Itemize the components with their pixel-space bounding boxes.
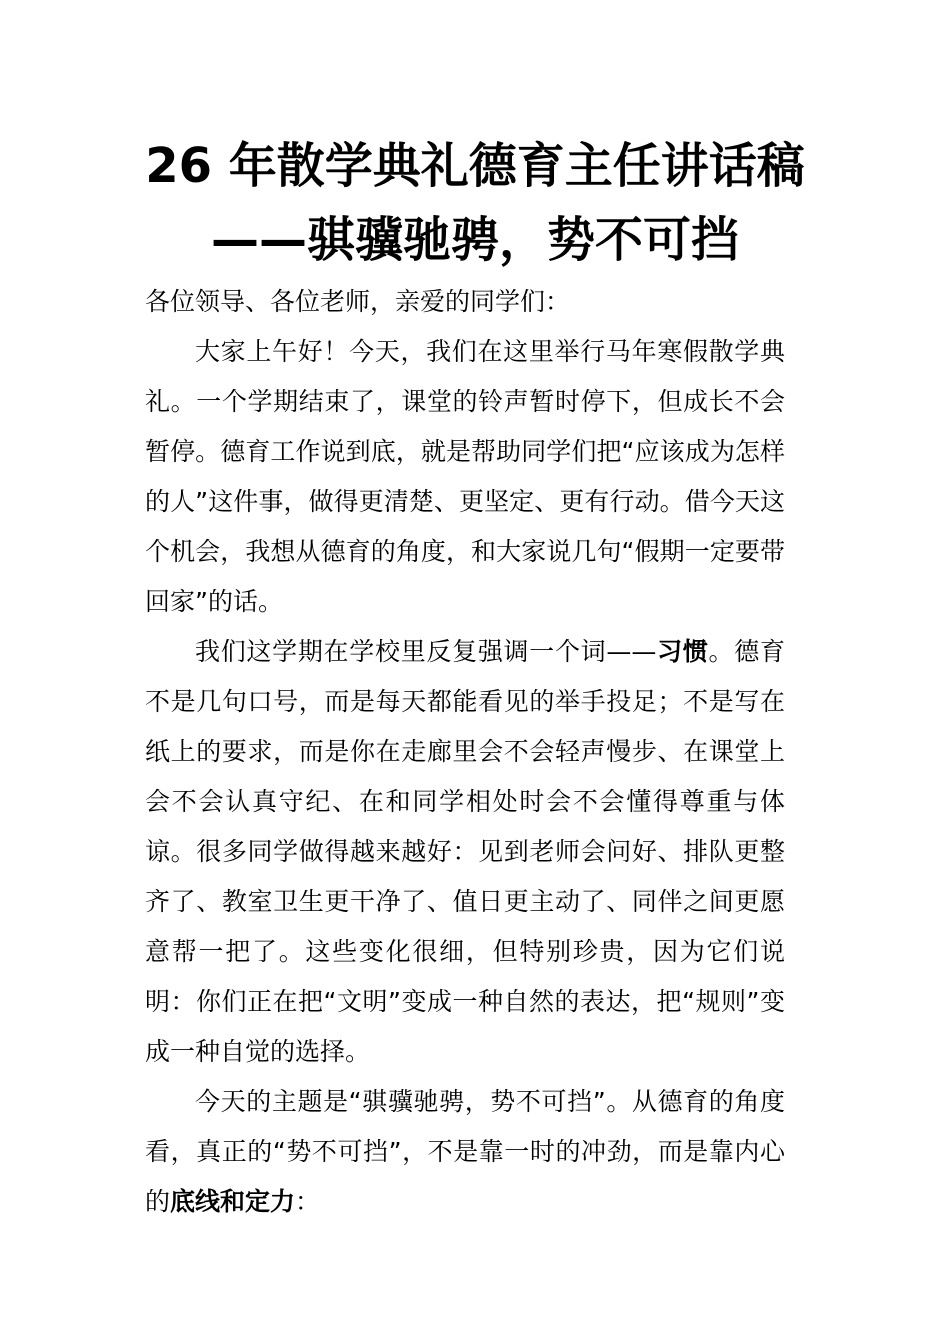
paragraph-3	[145, 1077, 785, 1227]
title-subtitle: ——骐骥驰骋，势不可挡	[210, 212, 739, 268]
paragraph-2-text-b: 。德育不是几句口号，而是每天都能看见的举手投足；不是写在纸上的要求，而是你在走廊里会不会轻声慢步、在课堂上会不会认真守纪、在和同学相处时会不会懂得尊重与体谅。很多同学做得越来越好：见到老师会问好、排队更整齐了、教室卫生更干净了、值日更主动了、同伴之间更愿意帮一把了。这些变化很细，但特别珍贵，因为它们说明：你们正在把“文明”变成一种自然的表达，把“规则”变成一种自觉的选择。	[145, 637, 785, 1066]
document-title	[0, 132, 950, 274]
salutation: 各位领导、各位老师，亲爱的同学们：	[145, 287, 571, 316]
paragraph-2-bold-habit: 习惯	[656, 637, 709, 666]
title-main: 26 年散学典礼德育主任讲话稿	[145, 138, 805, 194]
paragraph-1: 大家上午好！今天，我们在这里举行马年寒假散学典礼。一个学期结束了，课堂的铃声暂时停下，但成长不会暂停。德育工作说到底，就是帮助同学们把“应该成为怎样的人”这件事，做得更清楚、更坚定、更有行动。借今天这个机会，我想从德育的角度，和大家说几句“假期一定要带回家”的话。	[145, 337, 785, 616]
paragraph-2-text-a: 我们这学期在学校里反复强调一个词——	[195, 637, 657, 666]
document-body	[145, 277, 785, 1227]
paragraph-3-bold-bottomline: 底线和定力	[170, 1187, 296, 1216]
paragraph-3-text-b: ：	[295, 1187, 321, 1216]
paragraph-2	[145, 627, 785, 1077]
paragraph-3-text-a: 今天的主题是“骐骥驰骋，势不可挡”。从德育的角度看，真正的“势不可挡”，不是靠一时的冲劲，而是靠内心的	[145, 1087, 785, 1216]
